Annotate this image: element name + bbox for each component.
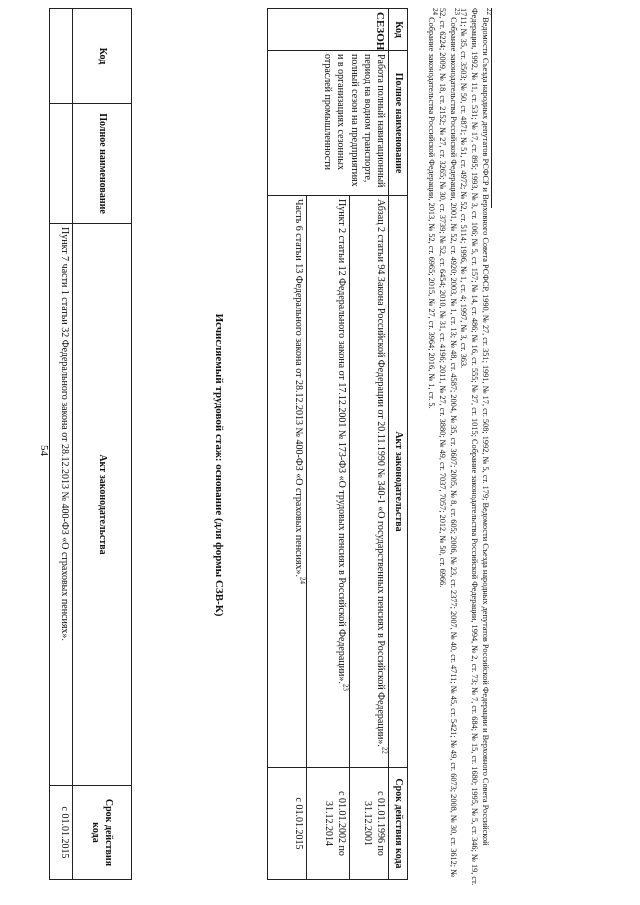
- header-code: Код: [73, 9, 132, 104]
- footnote-text: Ведомости Съезда народных депутатов РСФСР и Верховного Совета РСФСР, 1990, № 27, ст. 351; 1991, № 17, ст. 508; 1992, № 5, ст. 179; Ведомости Съезда народных депутатов Российской Федерации и Верховного Совета Российской Федерации, 1992, № 11, ст. 531; № 17, ст. 895; 1993, № 3, ст. 106; № 5, ст. 157; № 14, ст. 486; № 16, ст. 555; № 27, ст. 1015; Собрание законодательства Российской Федерации, 1994, № 2, ст. 73; № 7, ст. 684; № 15, ст. 1680; 1995, № 5, ст. 346; № 19, ст. 1711; № 35, ст. 3503; № 50, ст. 4871; № 51, ст. 4972; № 52, ст. 5114; 1996, № 1, ст. 4; 1997, № 3, ст. 363.: [459, 8, 490, 886]
- footnote: [458, 8, 493, 888]
- cell-term: с 01.01.2015: [268, 768, 307, 880]
- header-act: Акт законодательства: [389, 196, 408, 768]
- header-term: Срок действия кода: [73, 786, 132, 880]
- footnote-ref: 24: [298, 576, 307, 584]
- cell-act: [307, 196, 350, 768]
- footnote-separator: [491, 8, 492, 208]
- footnote-mark: 23: [452, 8, 461, 15]
- header-full-name: Полное наименование: [73, 104, 132, 224]
- cell-code: СЕЗОН: [268, 9, 389, 51]
- footnote: [436, 8, 461, 888]
- footnote: [425, 8, 439, 888]
- season-code-table: [267, 8, 408, 880]
- cell-term: с 01.01.1996 по 31.12.2001: [350, 768, 389, 880]
- footnote-ref: 22: [380, 746, 389, 754]
- act-text: Часть 6 статьи 13 Федерального закона от 28.12.2013 № 400-ФЗ «О страховых пенсиях».: [293, 199, 304, 577]
- section-title: Исчисляемый трудовой стаж: основание (для формы СЗВ-К): [213, 313, 225, 617]
- footnotes: [425, 8, 493, 888]
- cell-term: с 01.01.2015: [50, 786, 73, 880]
- header-full-name: Полное наименование: [389, 51, 408, 196]
- cell-code: [50, 9, 73, 104]
- continued-code-table: [49, 8, 132, 880]
- footnote-mark: 22: [484, 8, 493, 15]
- footnote-text: Собрание законодательства Российской Федерации, 2001, № 52, ст. 4920; 2003, № 1, ст. 13; № 48, ст. 4587; 2004, № 35, ст. 3607; 2005, № 8, ст. 605; 2006, № 23, ст. 2377; 2007, № 40, ст. 4711; № 45, ст. 5421; № 49, ст. 6073; 2008, № 30, ст. 3612; № 52, ст. 6224; 2009, № 18, ст. 2152; № 27, ст. 3265; № 30, ст. 3739; № 52, ст. 6454; 2010, № 31, ст. 4196; 2011, № 27, ст. 3880; № 49, ст. 7037, 7057; 2012, № 50, ст. 6966.: [437, 8, 458, 878]
- cell-term: с 01.01.2002 по 31.12.2014: [307, 768, 350, 880]
- header-act: Акт законодательства: [73, 224, 132, 786]
- table-row: [50, 9, 73, 880]
- table-header-row: [73, 9, 132, 880]
- page-number: 54: [38, 445, 50, 456]
- cell-full-name: [50, 104, 73, 224]
- header-code: Код: [389, 9, 408, 51]
- footnote-ref: 23: [341, 683, 350, 691]
- cell-full-name: Работа полный навигационный период на водном транспорте, полный сезон на предприятиях и в организациях сезонных отраслей промышленности: [268, 51, 389, 196]
- header-term: Срок действия кода: [389, 768, 408, 880]
- act-text: Абзац 2 статьи 94 Закона Российской Федерации от 20.11.1990 № 340-1 «О государственных пенсиях в Российской Федерации».: [375, 199, 386, 747]
- footnote-mark: 24: [430, 8, 439, 15]
- table-header-row: [389, 9, 408, 880]
- act-text: Пункт 2 статьи 12 Федерального закона от 17.12.2001 № 173-ФЗ «О трудовых пенсиях в Российской Федерации».: [336, 199, 347, 684]
- footnote-text: Собрание законодательства Российской Федерации, 2013, № 52, ст. 6965; 2015, № 27, ст. 3964; 2016, № 1, ст. 5.: [427, 17, 437, 409]
- table-row: [350, 9, 389, 880]
- cell-act: Пункт 7 части 1 статьи 32 Федерального закона от 28.12.2013 № 400-ФЗ «О страховых пенсиях».: [50, 224, 73, 786]
- cell-act: [268, 196, 307, 768]
- cell-act: [350, 196, 389, 768]
